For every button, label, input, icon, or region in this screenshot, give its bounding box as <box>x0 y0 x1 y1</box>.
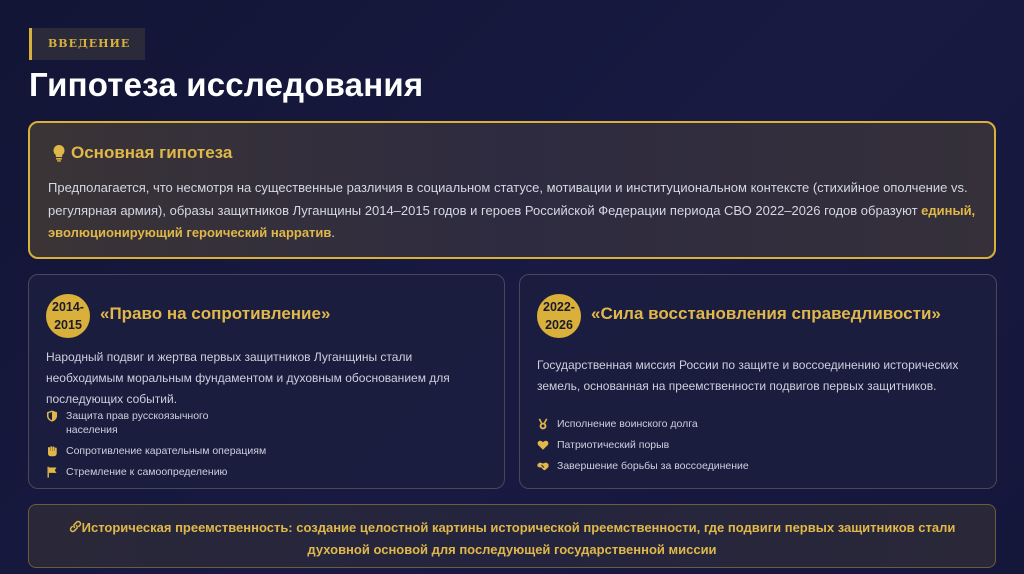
card-2022-2026 <box>519 274 997 489</box>
card-title: «Право на сопротивление» <box>100 304 331 323</box>
hypothesis-tail: . <box>331 225 336 240</box>
card-title: «Сила восстановления справедливости» <box>591 304 941 323</box>
medal-icon <box>537 418 549 430</box>
bullet-label: Стремление к самоопределению <box>66 466 228 478</box>
card-text: Народный подвиг и жертва первых защитников Луганщины стали необходимым моральным фундаментом и духовным обоснованием для последующих событий. <box>46 350 450 406</box>
hypothesis-header <box>51 143 976 163</box>
list-item <box>46 444 366 458</box>
list-item <box>537 459 857 473</box>
card-bullet-list <box>537 417 857 480</box>
section-tag: ВВЕДЕНИЕ <box>29 28 145 60</box>
bullet-label: Сопротивление карательным операциям <box>66 445 267 457</box>
list-item <box>537 438 857 452</box>
year-badge: 2022-2026 <box>537 294 581 338</box>
bullet-label: Патриотический порыв <box>557 439 670 451</box>
hypothesis-text <box>48 177 976 245</box>
hypothesis-highlight: единый, эволюционирующий героический нарратив <box>48 202 976 240</box>
link-icon <box>69 520 82 533</box>
card-bullet-list <box>46 409 366 486</box>
list-item <box>537 417 857 431</box>
list-item <box>46 465 366 479</box>
flag-icon <box>46 466 58 478</box>
list-item <box>46 409 366 437</box>
year-badge: 2014-2015 <box>46 294 90 338</box>
page-title: Гипотеза исследования <box>29 66 424 103</box>
heart-icon <box>537 439 549 451</box>
bullet-label: Защита прав русскоязычного населения <box>66 410 209 436</box>
footer-text: Историческая преемственность: создание целостной картины исторической преемственности, где подвиги первых защитников стали духовной основой для последующей государственной миссии <box>81 520 956 557</box>
hypothesis-body: Предполагается, что несмотря на существенные различия в социальном статусе, мотивации и институциональном контексте (стихийное ополчение vs. регулярная армия), образы защитников Луганщины 2014–2015 годов и героев Российской Федерации периода СВО 2022–2026 годов образуют <box>48 180 968 218</box>
lightbulb-icon <box>51 144 67 162</box>
footer-summary <box>28 504 996 568</box>
bullet-label: Исполнение воинского долга <box>557 418 698 430</box>
bullet-label: Завершение борьбы за воссоединение <box>557 460 749 472</box>
fist-icon <box>46 445 58 457</box>
card-2014-2015 <box>28 274 505 489</box>
hypothesis-title: Основная гипотеза <box>71 143 233 162</box>
handshake-icon <box>537 460 549 472</box>
hypothesis-card <box>28 121 996 259</box>
shield-icon <box>46 410 58 422</box>
card-text: Государственная миссия России по защите и воссоединению исторических земель, основанная на преемственности подвигов первых защитников. <box>537 358 959 393</box>
